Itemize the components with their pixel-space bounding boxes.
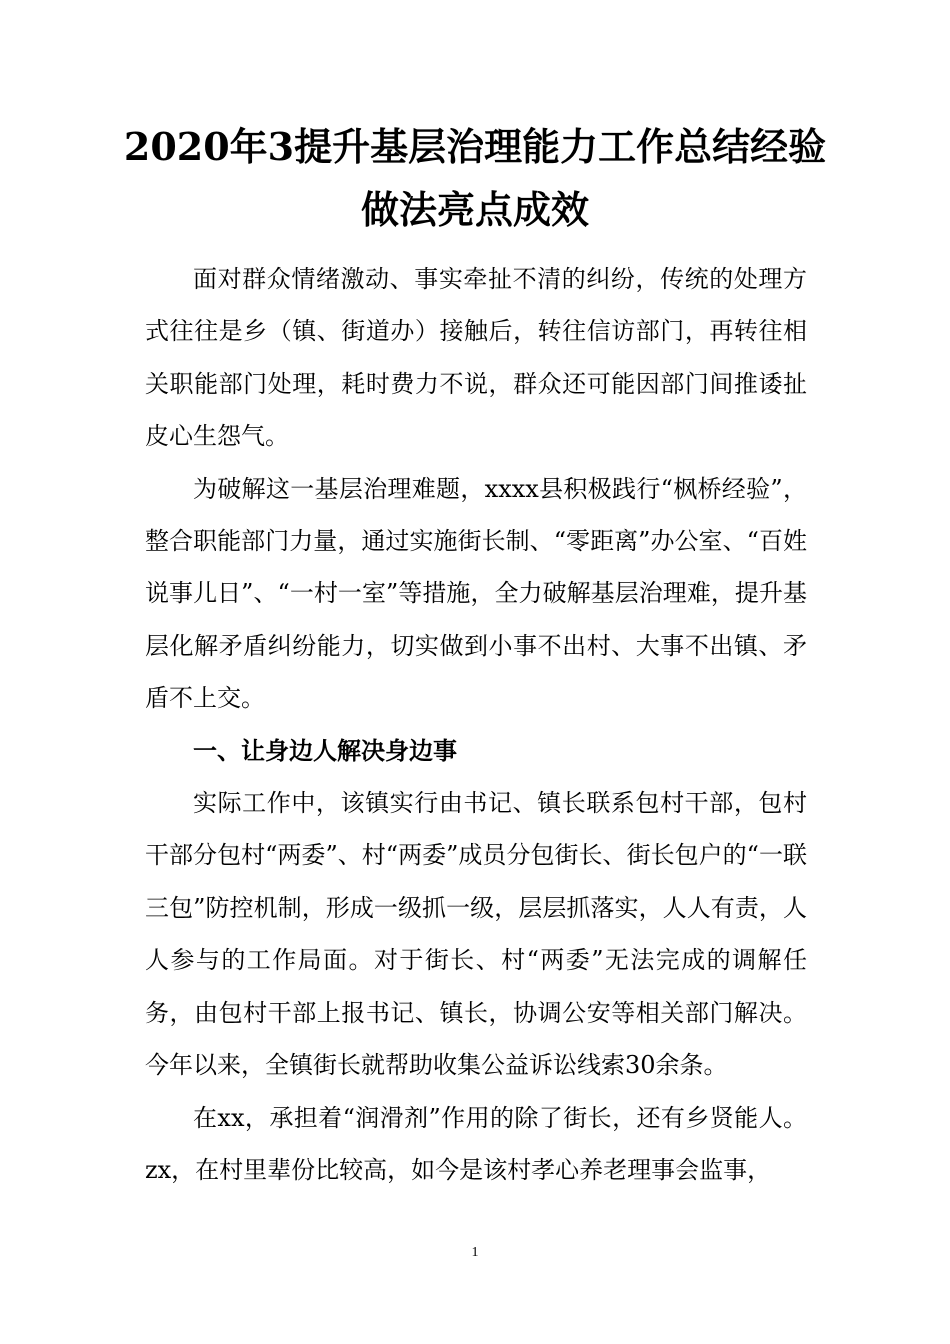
document-title-line-1: 2020年3提升基层治理能力工作总结经验 <box>123 124 827 169</box>
section-heading: 一、让身边人解决身边事 <box>193 736 457 765</box>
paragraph-mechanism: 实际工作中，该镇实行由书记、镇长联系包村干部，包村干部分包村“两委”、村“两委”成员分包街长、街长包户的“一联三包”防控机制，形成一级抓一级，层层抓落实，人人有责，人人参与的工作局面。对于街长、村“两委”无法完成的调解任务，由包村干部上报书记、镇长，协调公安等相关部门解决。今年以来，全镇街长就帮助收集公益诉讼线索30余条。 <box>145 789 807 1080</box>
document-body <box>145 253 807 1196</box>
paragraph-village-elders: 在xx，承担着“润滑剂”作用的除了街长，还有乡贤能人。zx，在村里辈份比较高，如今是该村孝心养老理事会监事， <box>145 1103 807 1184</box>
paragraph-measures: 为破解这一基层治理难题，xxxx县积极践行“枫桥经验”，整合职能部门力量，通过实施街长制、“零距离”办公室、“百姓说事儿日”、“一村一室”等措施，全力破解基层治理难，提升基层化解矛盾纠纷能力，切实做到小事不出村、大事不出镇、矛盾不上交。 <box>145 474 807 713</box>
page-number: 1 <box>471 1245 479 1260</box>
paragraph-intro: 面对群众情绪激动、事实牵扯不清的纠纷，传统的处理方式往往是乡（镇、街道办）接触后，转往信访部门，再转往相关职能部门处理，耗时费力不说，群众还可能因部门间推诿扯皮心生怨气。 <box>145 265 807 451</box>
document-title-line-2: 做法亮点成效 <box>360 187 589 232</box>
